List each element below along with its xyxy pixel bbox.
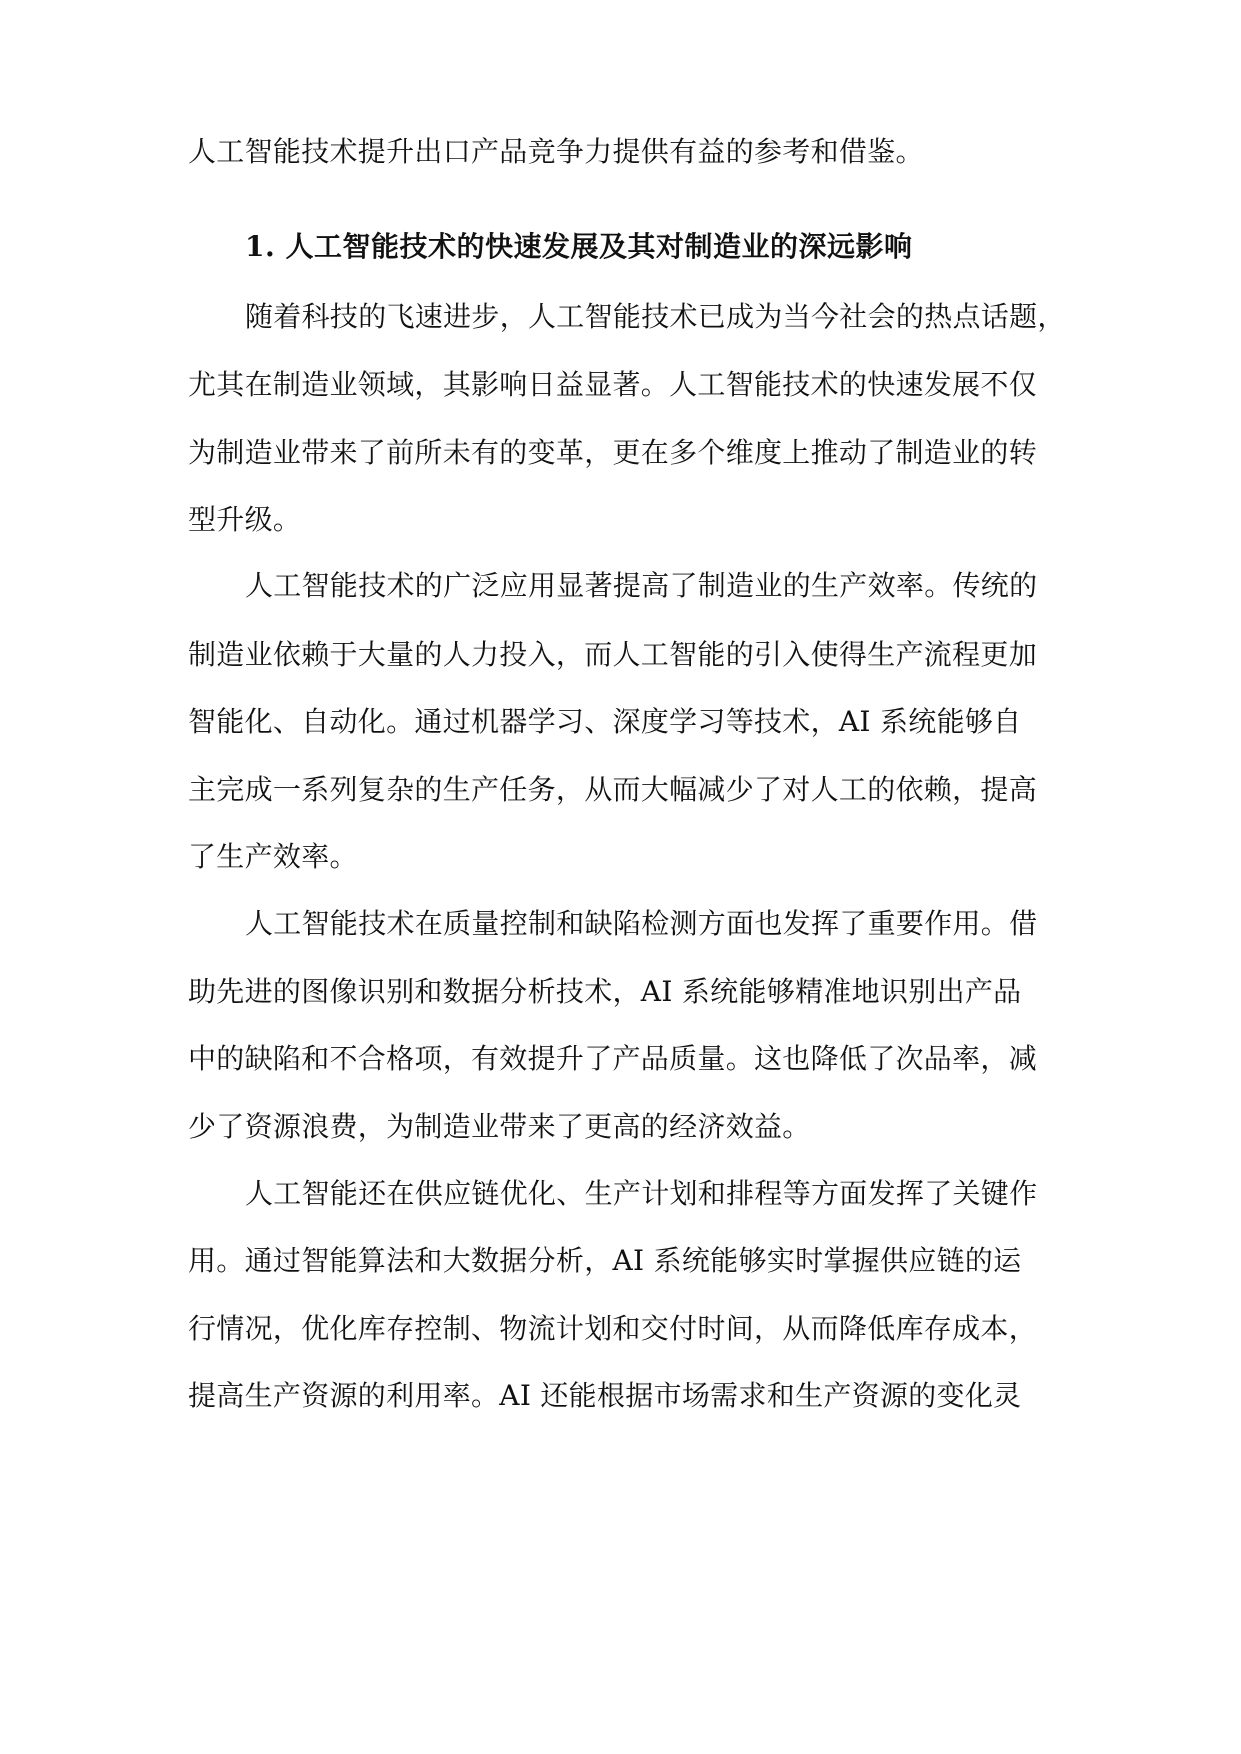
paragraph-3-line-4: 少了资源浪费，为制造业带来了更高的经济效益。 [188,1110,811,1143]
paragraph-3-line-1: 人工智能技术在质量控制和缺陷检测方面也发挥了重要作用。借 [245,907,1038,940]
paragraph-2-line-1: 人工智能技术的广泛应用显著提高了制造业的生产效率。传统的 [245,569,1038,602]
paragraph-2-line-5: 了生产效率。 [188,840,358,873]
paragraph-4-line-2: 用。通过智能算法和大数据分析，AI 系统能够实时掌握供应链的运 [188,1244,1022,1277]
paragraph-1-line-2: 尤其在制造业领域，其影响日益显著。人工智能技术的快速发展不仅 [188,368,1038,401]
paragraph-1-line-3: 为制造业带来了前所未有的变革，更在多个维度上推动了制造业的转 [188,436,1038,469]
intro-tail-line: 人工智能技术提升出口产品竞争力提供有益的参考和借鉴。 [188,135,924,168]
paragraph-2-line-3: 智能化、自动化。通过机器学习、深度学习等技术，AI 系统能够自 [188,705,1022,738]
paragraph-4-line-1: 人工智能还在供应链优化、生产计划和排程等方面发挥了关键作 [245,1177,1038,1210]
paragraph-3-line-2: 助先进的图像识别和数据分析技术，AI 系统能够精准地识别出产品 [188,975,1022,1008]
paragraph-4-line-3: 行情况，优化库存控制、物流计划和交付时间，从而降低库存成本， [188,1312,1038,1345]
paragraph-1-line-4: 型升级。 [188,503,302,536]
paragraph-2-line-2: 制造业依赖于大量的人力投入，而人工智能的引入使得生产流程更加 [188,638,1038,671]
paragraph-3-line-3: 中的缺陷和不合格项，有效提升了产品质量。这也降低了次品率，减 [188,1042,1038,1075]
paragraph-4-line-4: 提高生产资源的利用率。AI 还能根据市场需求和生产资源的变化灵 [188,1379,1022,1412]
paragraph-2-line-4: 主完成一系列复杂的生产任务，从而大幅减少了对人工的依赖，提高 [188,773,1038,806]
paragraph-1-line-1: 随着科技的飞速进步，人工智能技术已成为当今社会的热点话题， [245,300,1066,333]
section-heading: 1. 人工智能技术的快速发展及其对制造业的深远影响 [245,230,913,263]
